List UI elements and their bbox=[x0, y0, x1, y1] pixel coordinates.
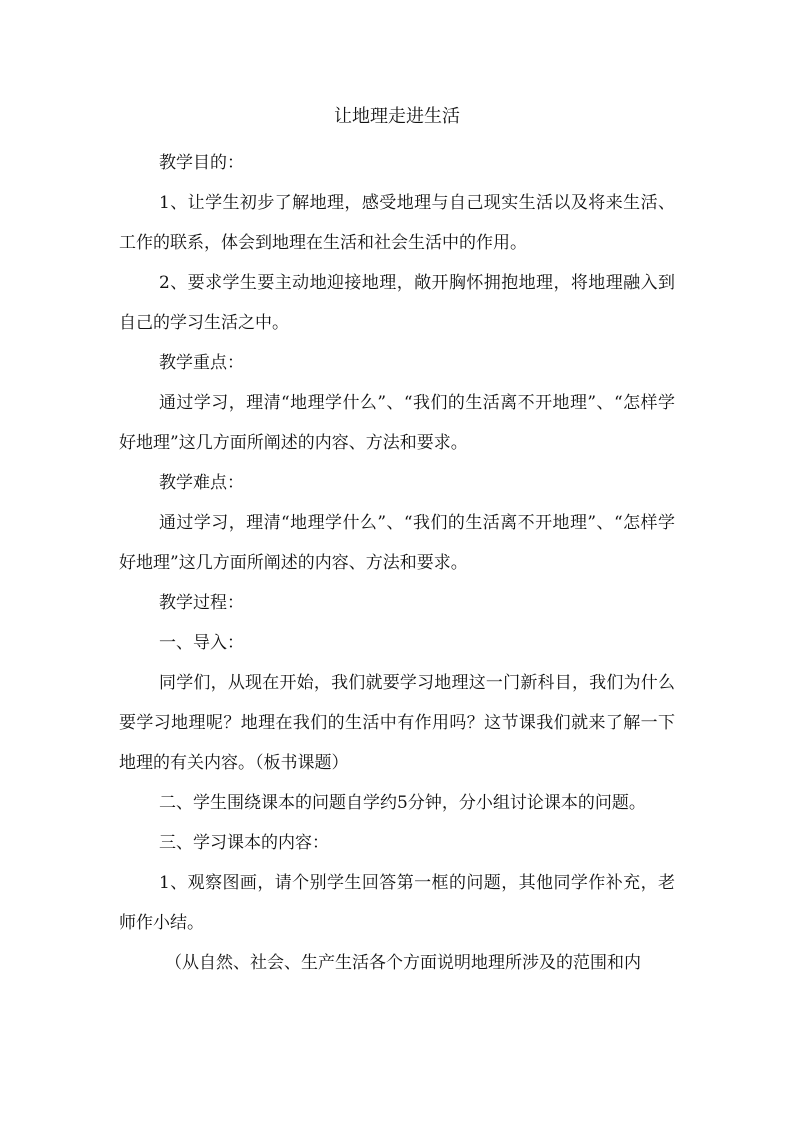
textbook-note: （从自然、社会、生产生活各个方面说明地理所涉及的范围和内 bbox=[165, 953, 641, 973]
difficulties-text: 通过学习，理清“地理学什么”、“我们的生活离不开地理”、“怎样学好地理”这几方面所阐述的内容、方法和要求。 bbox=[119, 513, 675, 573]
section-heading-difficulties: 教学难点： bbox=[159, 473, 244, 493]
key-points-text: 通过学习，理清“地理学什么”、“我们的生活离不开地理”、“怎样学好地理”这几方面所阐述的内容、方法和要求。 bbox=[119, 393, 675, 453]
document-title: 让地理走进生活 bbox=[334, 106, 460, 127]
section-heading-objectives: 教学目的： bbox=[159, 153, 244, 173]
objective-item-1: 1、让学生初步了解地理，感受地理与自己现实生活以及将来生活、工作的联系，体会到地理在生活和社会生活中的作用。 bbox=[119, 193, 675, 253]
process-step-intro: 一、导入： bbox=[159, 633, 244, 653]
textbook-item-1: 1、观察图画，请个别学生回答第一框的问题，其他同学作补充，老师作小结。 bbox=[119, 873, 675, 933]
section-heading-process: 教学过程： bbox=[159, 593, 244, 613]
objective-item-2: 2、要求学生要主动地迎接地理，敞开胸怀拥抱地理，将地理融入到自己的学习生活之中。 bbox=[119, 273, 675, 333]
intro-text: 同学们，从现在开始，我们就要学习地理这一门新科目，我们为什么要学习地理呢？地理在我们的生活中有作用吗？这节课我们就来了解一下地理的有关内容。（板书课题） bbox=[119, 673, 675, 773]
document-body bbox=[119, 143, 675, 983]
process-step-textbook: 三、学习课本的内容： bbox=[159, 833, 329, 853]
section-heading-key-points: 教学重点： bbox=[159, 353, 244, 373]
process-step-self-study: 二、学生围绕课本的问题自学约5分钟，分小组讨论课本的问题。 bbox=[159, 793, 646, 813]
